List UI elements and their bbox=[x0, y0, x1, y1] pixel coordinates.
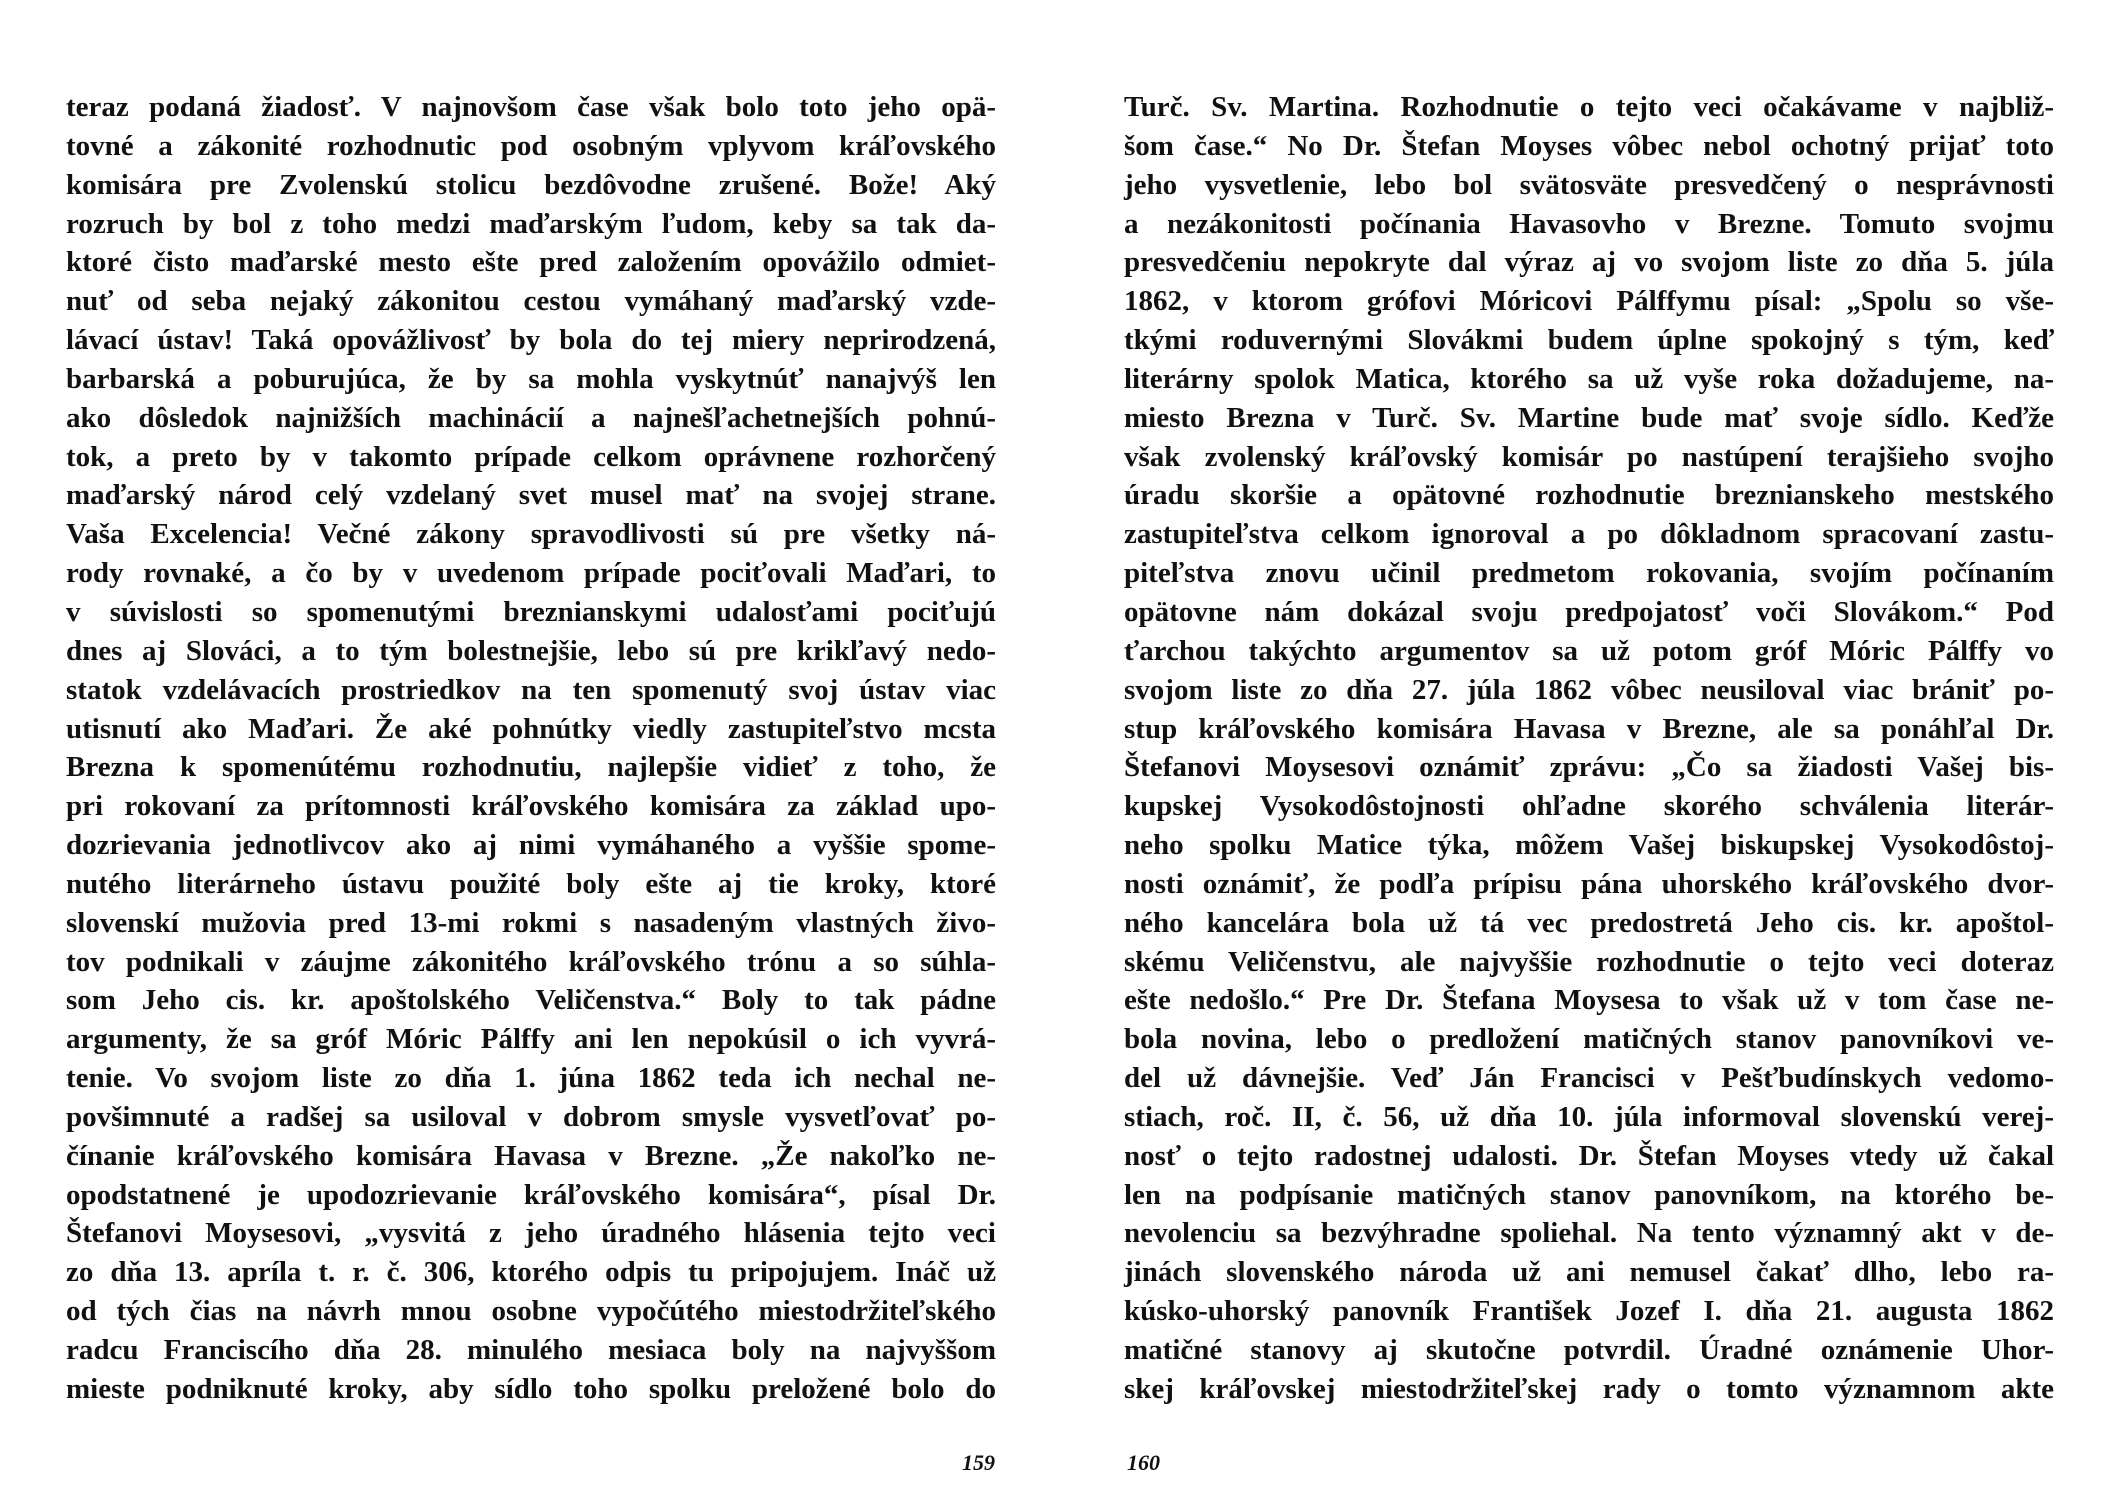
text-line: teraz podaná žiadosť. V najnovšom čase však bolo toto jeho opä- bbox=[66, 91, 996, 123]
text-line: od tých čias na návrh mnou osobne vypočútého miestodržiteľského bbox=[66, 1295, 996, 1328]
text-line: utisnutí ako Maďari. Že aké pohnútky viedly zastupiteľstvo mcsta bbox=[66, 712, 996, 745]
text-line: v súvislosti so spomenutými breznianskymi udalosťami pociťujú bbox=[66, 595, 996, 628]
text-line: tenie. Vo svojom liste zo dňa 1. júna 1862 teda ich nechal ne- bbox=[66, 1062, 996, 1095]
text-line: dnes aj Slováci, a to tým bolestnejšie, lebo sú pre krikľavý nedo- bbox=[66, 634, 996, 667]
text-line: miesto Brezna v Turč. Sv. Martine bude mať svoje sídlo. Keďže bbox=[1124, 401, 2054, 434]
text-line: statok vzdelávacích prostriedkov na ten spomenutý svoj ústav viac bbox=[66, 673, 996, 706]
text-line: kupskej Vysokodôstojnosti ohľadne skorého schválenia literár- bbox=[1124, 790, 2054, 823]
text-line: len na podpísanie matičných stanov panovníkom, na ktorého be- bbox=[1124, 1178, 2054, 1211]
text-line: nuť od seba nejaký zákonitou cestou vymáhaný maďarský vzde- bbox=[66, 285, 996, 318]
text-line: jeho vysvetlenie, lebo bol svätosväte presvedčený o nesprávnosti bbox=[1124, 168, 2054, 201]
text-line: čínanie kráľovského komisára Havasa v Brezne. „Že nakoľko ne- bbox=[66, 1139, 996, 1172]
text-line: stup kráľovského komisára Havasa v Brezne, ale sa ponáhľal Dr. bbox=[1124, 712, 2054, 745]
text-line: bola novina, lebo o predložení matičných stanov panovníkovi ve- bbox=[1124, 1023, 2054, 1056]
text-line: tovné a zákonité rozhodnutic pod osobným vplyvom kráľovského bbox=[66, 129, 996, 162]
text-line: Turč. Sv. Martina. Rozhodnutie o tejto veci očakávame v najbliž- bbox=[1124, 91, 2054, 123]
text-line: Vaša Excelencia! Večné zákony spravodlivosti sú pre všetky ná- bbox=[66, 518, 996, 551]
text-line: úradu skoršie a opätovné rozhodnutie breznianskeho mestského bbox=[1124, 479, 2054, 512]
text-line: ako dôsledok najnižších machinácií a najnešľachetnejších pohnú- bbox=[66, 401, 996, 434]
text-line: tkými roduvernými Slovákmi budem úplne spokojný s tým, keď bbox=[1124, 324, 2054, 357]
text-line: zo dňa 13. apríla t. r. č. 306, ktorého odpis tu pripojujem. Ináč už bbox=[66, 1256, 996, 1289]
text-line: rody rovnaké, a čo by v uvedenom prípade pociťovali Maďari, to bbox=[66, 557, 996, 590]
text-line: svojom liste zo dňa 27. júla 1862 vôbec neusiloval viac brániť po- bbox=[1124, 673, 2054, 706]
text-line: argumenty, že sa gróf Móric Pálffy ani len nepokúsil o ich vyvrá- bbox=[66, 1023, 996, 1056]
text-line: jinách slovenského národa už ani nemusel čakať dlho, lebo ra- bbox=[1124, 1256, 2054, 1289]
text-line: kúsko-uhorský panovník František Jozef I. dňa 21. augusta 1862 bbox=[1124, 1295, 2054, 1328]
text-line: skému Veličenstvu, ale najvyššie rozhodnutie o tejto veci doteraz bbox=[1124, 945, 2054, 978]
text-line: pri rokovaní za prítomnosti kráľovského komisára za základ upo- bbox=[66, 790, 996, 823]
text-line: Štefanovi Moysesovi, „vysvitá z jeho úradného hlásenia tejto veci bbox=[66, 1217, 996, 1250]
text-line: Štefanovi Moysesovi oznámiť zprávu: „Čo sa žiadosti Vašej bis- bbox=[1124, 751, 2054, 784]
text-line: mieste podniknuté kroky, aby sídlo toho spolku preložené bolo do bbox=[66, 1372, 996, 1405]
page-number-right: 160 bbox=[1127, 1450, 1160, 1475]
text-line: tok, a preto by v takomto prípade celkom oprávnene rozhorčený bbox=[66, 440, 996, 473]
text-line: nosť o tejto radostnej udalosti. Dr. Štefan Moyses vtedy už čakal bbox=[1124, 1139, 2054, 1172]
text-line: som Jeho cis. kr. apoštolského Veličenstva.“ Boly to tak pádne bbox=[66, 984, 996, 1017]
text-line: stiach, roč. II, č. 56, už dňa 10. júla informoval slovenskú verej- bbox=[1124, 1100, 2054, 1133]
text-line: dozrievania jednotlivcov ako aj nimi vymáhaného a vyššie spome- bbox=[66, 829, 996, 862]
text-line: matičné stanovy aj skutočne potvrdil. Úradné oznámenie Uhor- bbox=[1124, 1334, 2054, 1366]
text-line: však zvolenský kráľovský komisár po nastúpení terajšieho svojho bbox=[1124, 440, 2054, 473]
text-line: nosti oznámiť, že podľa prípisu pána uhorského kráľovského dvor- bbox=[1124, 867, 2054, 900]
text-line: rozruch by bol z toho medzi maďarským ľudom, keby sa tak da- bbox=[66, 207, 996, 240]
text-line: opätovne nám dokázal svoju predpojatosť voči Slovákom.“ Pod bbox=[1124, 595, 2054, 628]
text-line: Brezna k spomenútému rozhodnutiu, najlepšie vidieť z toho, že bbox=[66, 751, 996, 784]
text-line: ťarchou takýchto argumentov sa už potom gróf Móric Pálffy vo bbox=[1124, 634, 2054, 667]
text-line: skej kráľovskej miestodržiteľskej rady o tomto významnom akte bbox=[1124, 1372, 2054, 1405]
text-line: povšimnuté a radšej sa usiloval v dobrom smysle vysvetľovať po- bbox=[66, 1100, 996, 1133]
text-line: zastupiteľstva celkom ignoroval a po dôkladnom spracovaní zastu- bbox=[1124, 518, 2054, 551]
text-line: komisára pre Zvolenskú stolicu bezdôvodne zrušené. Bože! Aký bbox=[66, 168, 996, 201]
right-page-text bbox=[1124, 88, 2054, 1409]
text-line: barbarská a poburujúca, že by sa mohla vyskytnúť nanajvýš len bbox=[66, 362, 996, 395]
text-line: radcu Franciscího dňa 28. minulého mesiaca boly na najvyššom bbox=[66, 1334, 996, 1366]
text-line: del už dávnejšie. Veď Ján Francisci v Pešťbudínskych vedomo- bbox=[1124, 1062, 2054, 1095]
text-line: nevolenciu sa bezvýhradne spoliehal. Na tento významný akt v de- bbox=[1124, 1217, 2054, 1250]
text-line: literárny spolok Matica, ktorého sa už vyše roka dožadujeme, na- bbox=[1124, 362, 2054, 395]
text-line: ného kancelára bola už tá vec predostretá Jeho cis. kr. apoštol- bbox=[1124, 906, 2054, 939]
text-line: a nezákonitosti počínania Havasovho v Brezne. Tomuto svojmu bbox=[1124, 207, 2054, 240]
page-number-left: 159 bbox=[962, 1450, 995, 1475]
text-line: presvedčeniu nepokryte dal výraz aj vo svojom liste zo dňa 5. júla bbox=[1124, 246, 2054, 279]
text-line: ktoré čisto maďarské mesto ešte pred založením opovážilo odmiet- bbox=[66, 246, 996, 279]
text-line: 1862, v ktorom grófovi Móricovi Pálffymu písal: „Spolu so vše- bbox=[1124, 285, 2054, 318]
text-line: piteľstva znovu učinil predmetom rokovania, svojím počínaním bbox=[1124, 557, 2054, 590]
text-line: šom čase.“ No Dr. Štefan Moyses vôbec nebol ochotný prijať toto bbox=[1124, 129, 2054, 162]
text-line: neho spolku Matice týka, môžem Vašej biskupskej Vysokodôstoj- bbox=[1124, 829, 2054, 862]
text-line: slovenskí mužovia pred 13-mi rokmi s nasadeným vlastných živo- bbox=[66, 906, 996, 939]
text-line: nutého literárneho ústavu použité boly ešte aj tie kroky, ktoré bbox=[66, 867, 996, 900]
text-line: tov podnikali v záujme zákonitého kráľovského trónu a so súhla- bbox=[66, 945, 996, 978]
text-line: ešte nedošlo.“ Pre Dr. Štefana Moysesa to však už v tom čase ne- bbox=[1124, 984, 2054, 1017]
text-line: lávací ústav! Taká opovážlivosť by bola do tej miery neprirodzená, bbox=[66, 324, 996, 357]
text-line: maďarský národ celý vzdelaný svet musel mať na svojej strane. bbox=[66, 479, 996, 512]
text-line: opodstatnené je upodozrievanie kráľovského komisára“, písal Dr. bbox=[66, 1178, 996, 1211]
left-page-text bbox=[66, 88, 996, 1409]
